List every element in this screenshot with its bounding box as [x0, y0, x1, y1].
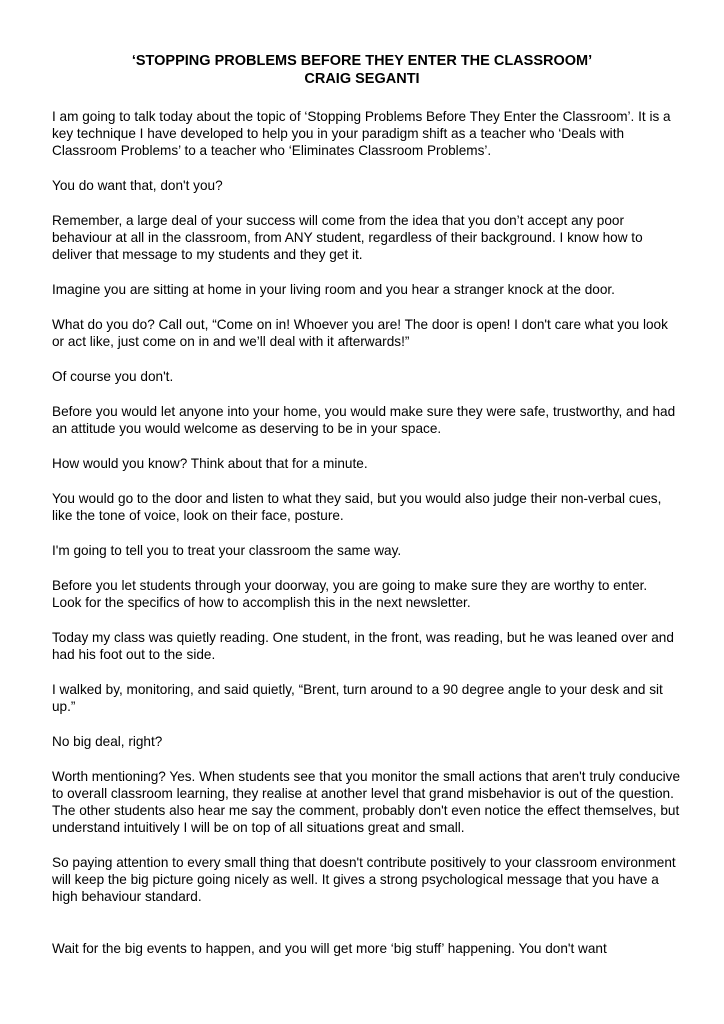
paragraph: So paying attention to every small thing that doesn't contribute positively to your classroom environment will keep the big picture going nicely as well. It gives a strong psychological message that you have a high behaviour standard.: [52, 855, 676, 904]
paragraph: Before you would let anyone into your home, you would make sure they were safe, trustworthy, and had an attitude you would welcome as deserving to be in your space.: [52, 404, 676, 436]
document-body: [52, 108, 680, 975]
paragraph: I am going to talk today about the topic of ‘Stopping Problems Before They Enter the Classroom’. It is a key technique I have developed to help you in your paradigm shift as a teacher who ‘Deals with Classroom Problems’ to a teacher who ‘Eliminates Classroom Problems’.: [52, 109, 671, 158]
paragraph: Wait for the big events to happen, and you will get more ‘big stuff’ happening. You don't want: [52, 941, 607, 956]
paragraph: You would go to the door and listen to what they said, but you would also judge their non-verbal cues, like the tone of voice, look on their face, posture.: [52, 491, 662, 523]
document-title: ‘STOPPING PROBLEMS BEFORE THEY ENTER THE CLASSROOM’: [131, 53, 593, 69]
paragraph: Today my class was quietly reading. One student, in the front, was reading, but he was leaned over and had his foot out to the side.: [52, 630, 674, 662]
paragraph: Before you let students through your doorway, you are going to make sure they are worthy to enter. Look for the specifics of how to accomplish this in the next newsletter.: [52, 578, 648, 610]
paragraph: Worth mentioning? Yes. When students see that you monitor the small actions that aren't truly conducive to overall classroom learning, they realise at another level that grand misbehavior is out of the question. The other students also hear me say the comment, probably don't even notice the effect themselves, but understand intuitively I will be on top of all situations great and small.: [52, 769, 680, 835]
paragraph: I walked by, monitoring, and said quietly, “Brent, turn around to a 90 degree angle to your desk and sit up.”: [52, 682, 663, 714]
paragraph: No big deal, right?: [52, 734, 163, 749]
paragraph: Of course you don't.: [52, 369, 174, 384]
paragraph: Imagine you are sitting at home in your living room and you hear a stranger knock at the door.: [52, 282, 615, 297]
paragraph: Remember, a large deal of your success will come from the idea that you don’t accept any poor behaviour at all in the classroom, from ANY student, regardless of their background. I know how to deliver that message to my students and they get it.: [52, 213, 643, 262]
paragraph: What do you do? Call out, “Come on in! Whoever you are! The door is open! I don't care what you look or act like, just come on in and we’ll deal with it afterwards!”: [52, 317, 668, 349]
document-author: CRAIG SEGANTI: [304, 71, 420, 87]
paragraph: How would you know? Think about that for a minute.: [52, 456, 368, 471]
document-header: [40, 52, 684, 88]
paragraph: I'm going to tell you to treat your classroom the same way.: [52, 543, 402, 558]
paragraph: You do want that, don't you?: [52, 178, 223, 193]
